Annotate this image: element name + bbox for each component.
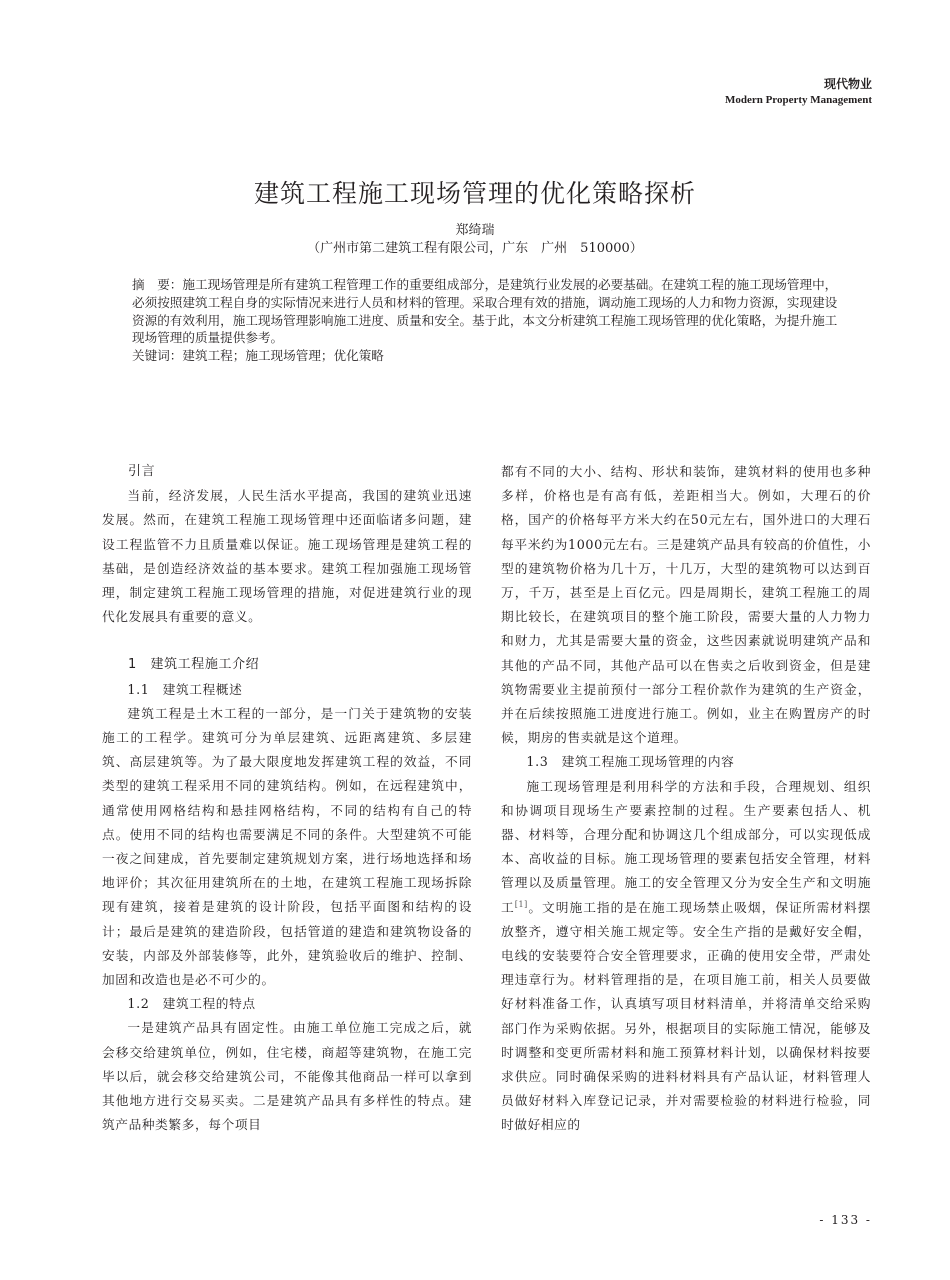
section-1-2-heading: 1.2 建筑工程的特点	[127, 996, 256, 1012]
section-1-3-text-a: 施工现场管理是利用科学的方法和手段，合理规划、组织和协调项目现场生产要素控制的过程。生产要素包括人、机器、材料等，合理分配和协调这几个组成部分，可以实现低成本、高收益的目标。施工现场管理的要素包括安全管理，材料管理以及质量管理。施工的安全管理又分为安全生产和文明施工	[501, 778, 871, 915]
citation-ref-1[interactable]: [1]	[514, 899, 528, 909]
section-spacer	[102, 629, 472, 653]
section-1-1-paragraph: 建筑工程是土木工程的一部分，是一门关于建筑物的安装施工的工程学。建筑可分为单层建筑、远距离建筑、多层建筑、高层建筑等。为了最大限度地发挥建筑工程的效益，不同类型的建筑工程采用不同的建筑结构。例如，在远程建筑中，通常使用网格结构和悬挂网格结构，不同的结构有自己的特点。使用不同的结构也需要满足不同的条件。大型建筑不可能一夜之间建成，首先要制定建筑规划方案，进行场地选择和场地评价；其次征用建筑所在的土地，在建筑工程施工现场拆除现有建筑，接着是建筑的设计阶段，包括平面图和结构的设计；最后是建筑的建造阶段，包括管道的建造和建筑物设备的安装，内部及外部装修等，此外，建筑验收后的维护、控制、加固和改造也是必不可少的。	[102, 705, 472, 988]
section-1-1-heading: 1.1 建筑工程概述	[127, 681, 243, 697]
keywords-label: 关键词：	[132, 348, 183, 364]
intro-heading: 引言	[128, 464, 156, 479]
journal-name-cn: 现代物业	[823, 77, 872, 91]
author-name: 郑绮瑞	[455, 223, 495, 238]
section-1-3-heading: 1.3 建筑工程施工现场管理的内容	[526, 754, 735, 770]
journal-name-en: Modern Property Management	[724, 94, 872, 106]
journal-header	[725, 76, 872, 108]
section-1-2-paragraph-continued: 都有不同的大小、结构、形状和装饰，建筑材料的使用也多种多样，价格也是有高有低，差距相当大。例如，大理石的价格，国产的价格每平方米大约在50元左右，国外进口的大理石每平米约为1000元左右。三是建筑产品具有较高的价值性，小型的建筑物价格为几十万，十几万，大型的建筑物可以达到百万，千万，甚至是上百亿元。四是周期长，建筑工程施工的周期比较长，在建筑项目的整个施工阶段，需要大量的人力物力和财力，尤其是需要大量的资金，这些因素就说明建筑产品和其他的产品不同，其他产品可以在售卖之后收到资金，但是建筑物需要业主提前预付一部分工程价款作为建筑的生产资金，并在后续按照施工进度进行施工。例如，业主在购置房产的时候，期房的售卖就是这个道理。	[501, 464, 871, 746]
abstract-paragraph	[132, 276, 844, 347]
section-1-3-paragraph	[501, 775, 871, 1138]
abstract-block	[132, 276, 844, 365]
article-title: 建筑工程施工现场管理的优化策略探析	[253, 179, 696, 208]
keywords-text: 建筑工程；施工现场管理；优化策略	[182, 348, 384, 364]
right-column	[501, 460, 871, 1138]
section-1-heading: 1 建筑工程施工介绍	[128, 657, 260, 673]
intro-paragraph: 当前，经济发展，人民生活水平提高，我国的建筑业迅速发展。然而，在建筑工程施工现场管理中还面临诸多问题，建设工程监管不力且质量难以保证。施工现场管理是建筑工程的基础，是创造经济效益的基本要求。建筑工程加强施工现场管理，制定建筑工程施工现场管理的措施，对促进建筑行业的现代化发展具有重要的意义。	[102, 488, 472, 625]
keywords-line	[132, 347, 844, 365]
abstract-label: 摘 要：	[132, 277, 183, 292]
section-1-2-paragraph-start: 一是建筑产品具有固定性。由施工单位施工完成之后，就会移交给建筑单位，例如，住宅楼，商超等建筑物，在施工完毕以后，就会移交给建筑公司，不能像其他商品一样可以拿到其他地方进行交易买卖。二是建筑产品具有多样性的特点。建筑产品种类繁多，每个项目	[102, 1020, 472, 1133]
section-1-3-text-b: 。文明施工指的是在施工现场禁止吸烟，保证所需材料摆放整齐，遵守相关施工规定等。安全生产指的是戴好安全帽，电线的安装要符合安全管理要求，正确的使用安全带，严肃处理违章行为。材料管理指的是，在项目施工前，相关人员要做好材料准备工作，认真填写项目材料清单，并将清单交给采购部门作为采购依据。另外，根据项目的实际施工情况，能够及时调整和变更所需材料和施工预算材料计划，以确保材料按要求供应。同时确保采购的进料材料具有产品认证，材料管理人员做好材料入库登记记录，并对需要检验的材料进行检验，同时做好相应的	[501, 899, 871, 1133]
abstract-text: 施工现场管理是所有建筑工程管理工作的重要组成部分，是建筑行业发展的必要基础。在建筑工程的施工现场管理中，必须按照建筑工程自身的实际情况来进行人员和材料的管理。采取合理有效的措施，调动施工现场的人力和物力资源，实现建设资源的有效利用，施工现场管理影响施工进度、质量和安全。基于此，本文分析建筑工程施工现场管理的优化策略，为提升施工现场管理的质量提供参考。	[132, 277, 838, 346]
left-column	[102, 460, 472, 1137]
author-affiliation: （广州市第二建筑工程有限公司，广东 广州 510000）	[307, 241, 643, 256]
page-number: - 133 -	[819, 1213, 872, 1227]
